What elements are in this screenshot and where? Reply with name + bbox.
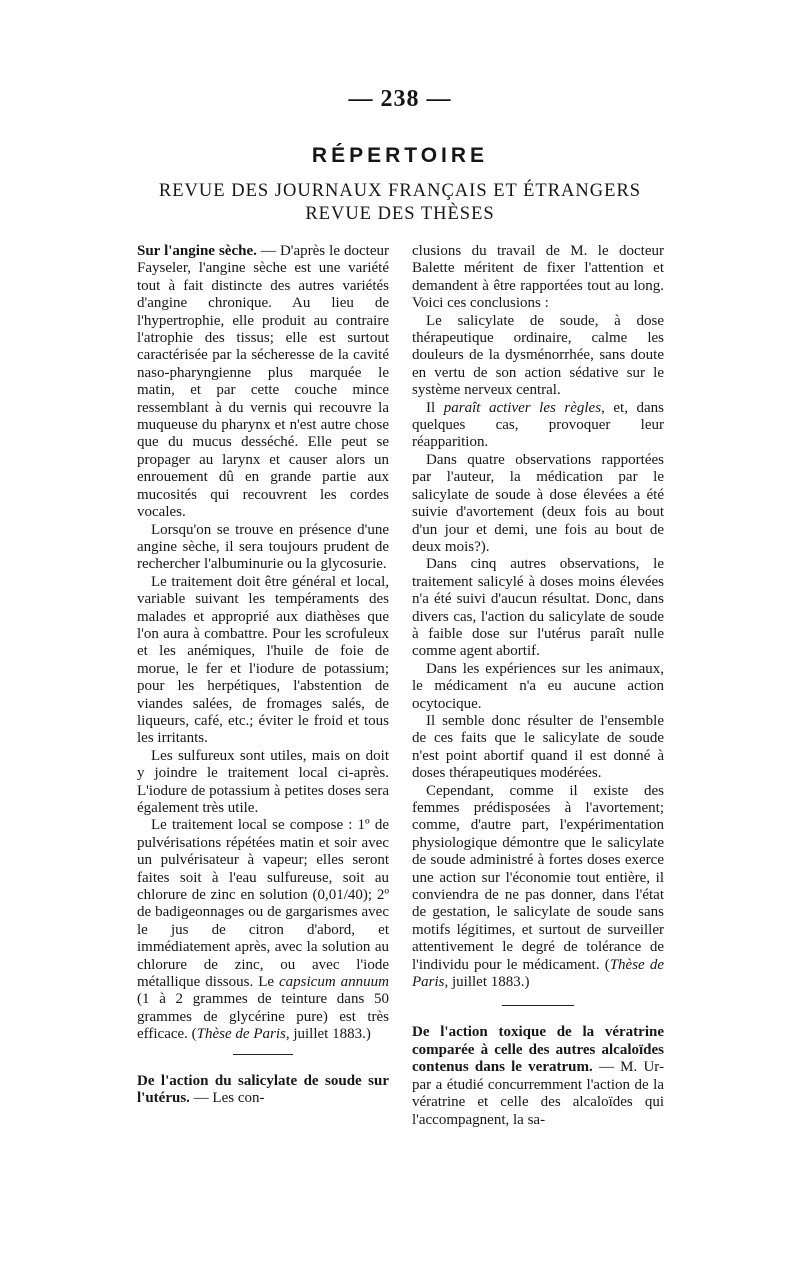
paragraph-text: , et, dans quelques cas, provoquer leur réapparition.	[412, 399, 665, 451]
citation-thesis: Thèse de Paris	[412, 956, 664, 991]
article-separator	[502, 1005, 574, 1006]
paragraph: Les sulfureux sont utiles, mais on doit y joindre le traitement local ci-après. L'iodure de potassium à petites doses sera également très utile.	[137, 747, 389, 816]
paragraph: Dans quatre observations rapportées par l'auteur, la médication par le salicylate de soude à dose élevées a été suivie d'avortement (deux fois au bout d'un jour et demi, une fois au bout de deux mois?).	[412, 451, 664, 555]
left-column	[137, 243, 389, 1108]
article-text: — M. Ur- par a étudié concurremment l'action de la vératrine et celle des alcaloïdes qui l'accompagnent, la sa-	[412, 1059, 664, 1128]
article-heading-veratrine: De l'action toxique de la vératrine comparée à celle des autres alcaloïdes contenus dans le veratrum.	[412, 1024, 664, 1076]
paragraph-text: (1 à 2 grammes de teinture dans 50 grammes de glycérine pure) est très efficace. (	[137, 991, 389, 1043]
article-text: — D'après le docteur Fayseler, l'angine sèche est une variété tout à fait distincte des autres variétés d'angine chronique. Au lieu de l'hypertrophie, elle produit au contraire l'atrophie des tissus; elle est surtout caractérisée par la sécheresse de la cavité naso-pharyngienne plus marquée le matin, et par cette couche mince ressemblant à du vernis qui recouvre la muqueuse du pharynx et n'est autre chose que du mucus desséché. Elle peut se propager au larynx et causer alors un enrouement dû en grande partie aux mucosités qui recouvrent les cordes vocales.	[137, 243, 389, 521]
article-heading-angine: Sur l'angine sèche.	[137, 243, 257, 259]
paragraph	[412, 783, 664, 992]
paragraph: Dans les expériences sur les animaux, le médicament n'a eu aucune action ocytocique.	[412, 660, 664, 712]
paragraph: Dans cinq autres observations, le traitement salicylé à doses moins élevées n'a été suivi d'aucun résultat. Donc, dans divers cas, l'action du salicylate de soude à faible dose sur l'utérus paraît nulle comme agent abortif.	[412, 556, 664, 660]
paragraph: Lorsqu'on se trouve en présence d'une angine sèche, il sera toujours prudent de rechercher l'albuminurie ou la glycosurie.	[137, 521, 389, 573]
article-salicylate-paragraph	[137, 1073, 389, 1108]
section-subtitle-line2: REVUE DES THÈSES	[305, 204, 495, 224]
section-subtitle-line1: REVUE DES JOURNAUX FRANÇAIS ET ÉTRANGERS	[158, 181, 642, 201]
italic-phrase: paraît activer les règles	[443, 399, 602, 416]
right-column	[412, 243, 664, 1129]
paragraph	[412, 400, 664, 452]
page-number: — 238 —	[348, 86, 452, 112]
paragraph: Il semble donc résulter de l'ensemble de ces faits que le salicylate de soude n'est point abortif quand il est donné à doses thérapeutiques modérées.	[412, 712, 664, 782]
article-text: — Les con-	[189, 1090, 265, 1107]
paragraph-text: Cependant, comme il existe des femmes prédisposées à l'avortement; comme, d'autre part, l'expérimentation physiologique démontre que le salicylate de soude administré à fortes doses exerce une action sur l'économie tout entière, il conviendra de ne pas donner, dans l'état de gestation, le salicylate de soude sans motifs légitimes, et surtout de surveiller attentivement le degré de tolérance de l'individu pour le médicament. (	[412, 782, 664, 973]
article-separator	[233, 1054, 293, 1055]
paragraph	[137, 817, 389, 1043]
article-heading-salicylate: De l'action du salicylate de soude sur l'utérus.	[137, 1072, 389, 1107]
paragraph-text: , juillet 1883.)	[444, 974, 530, 991]
paragraph-text: , juillet 1883.)	[285, 1026, 371, 1043]
paragraph-text: Il	[426, 399, 444, 416]
article-veratrine-paragraph	[412, 1024, 664, 1128]
article-angine-paragraph	[137, 243, 389, 522]
paragraph: clusions du travail de M. le docteur Balette méritent de fixer l'attention et demandent à être rapportées tout au long. Voici ces conclusions :	[412, 243, 664, 312]
citation-thesis: Thèse de Paris	[196, 1026, 286, 1043]
section-title: RÉPERTOIRE	[311, 144, 489, 167]
italic-term: capsicum annuum	[279, 974, 389, 991]
paragraph-text: Le traitement local se compose : 1º de pulvérisations répétées matin et soir avec un pulvérisateur à vapeur; elles seront faites soit à l'eau sulfureuse, soit au chlorure de zinc en solution (0,01/40); 2º de badigeonnages ou de gargarismes avec le jus de citron d'abord, et immédiatement après, avec la solution au chlorure de zinc, ou avec l'iode métallique dissous. Le	[137, 817, 389, 991]
paragraph: Le traitement doit être général et local, variable suivant les tempéraments des malades et approprié aux diathèses que l'on aura à combattre. Pour les scrofuleux et les anémiques, l'huile de foie de morue, le fer et l'iodure de potassium; pour les herpétiques, l'abstention de viandes salées, de fromages salés, de liqueurs, café, etc.; éviter le froid et tous les irritants.	[137, 573, 389, 747]
paragraph: Le salicylate de soude, à dose thérapeutique ordinaire, calme les douleurs de la dysménorrhée, sans doute en vertu de son action sédative sur le système nerveux central.	[412, 312, 664, 399]
